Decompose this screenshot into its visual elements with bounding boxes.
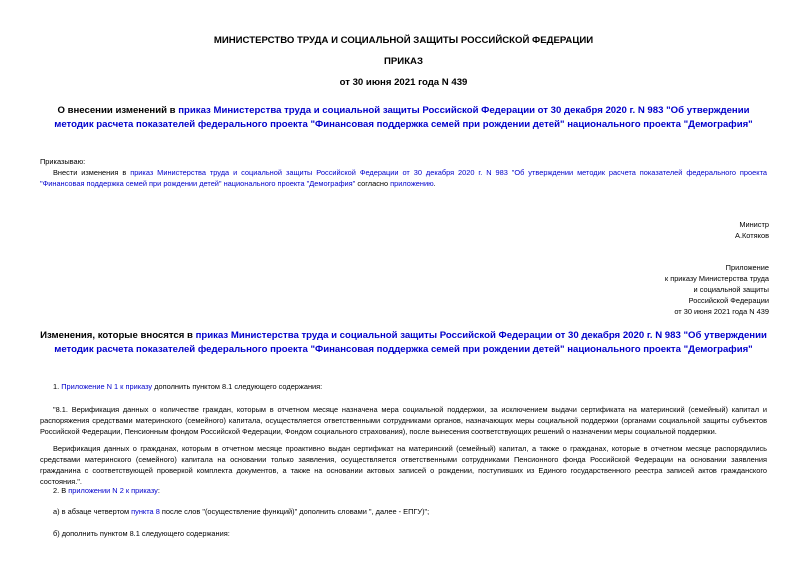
order-lead: Приказываю: xyxy=(40,157,86,166)
item-2-link[interactable]: приложении N 2 к приказу xyxy=(68,486,158,495)
appendix-ref-line: и социальной защиты xyxy=(693,285,769,294)
changes-title xyxy=(40,329,767,357)
appendix-ref-line: от 30 июня 2021 года N 439 xyxy=(674,307,769,316)
item-2 xyxy=(53,485,160,496)
item-2a-prefix: а) в абзаце четвертом xyxy=(53,507,132,516)
order-body-prefix: Внести изменения в xyxy=(53,168,131,177)
item-2a-rest: после слов "(осуществление функций)" дополнить словами ", далее - ЕПГУ)"; xyxy=(159,507,430,516)
item-1 xyxy=(53,381,322,392)
changes-title-link[interactable]: приказ Министерства труда и социальной защиты Российской Федерации от 30 декабря 2020 г. N 983 "Об утверждении методик расчета показателей федерального проекта "Финансовая поддержка семей при рождении детей" национального проекта "Демография" xyxy=(54,330,767,355)
item-2a xyxy=(53,506,429,517)
ministry-name: МИНИСТЕРСТВО ТРУДА И СОЦИАЛЬНОЙ ЗАЩИТЫ РОССИЙСКОЙ ФЕДЕРАЦИИ xyxy=(213,35,594,46)
signature-name: А.Котяков xyxy=(735,231,769,240)
quote-paragraph-1: "8.1. Верификация данных о количестве граждан, которым в отчетном месяце назначена мера социальной поддержки, за исключением выдачи сертификата на материнский (семейный) капитал и распоряжения средствами материнского (семейного) капитала, осуществляется ответственными сотрудниками органов, назначающих меры социальной поддержки (органами социальной защиты субъектов Российской Федерации, Пенсионным фондом Российской Федерации, Фондом социального страхования), после вынесения соответствующих решений о назначении меры социальной поддержки. xyxy=(40,405,767,436)
item-2-num: 2. В xyxy=(53,486,69,495)
appendix-link[interactable]: приложению xyxy=(390,179,434,188)
doc-date-number: от 30 июня 2021 года N 439 xyxy=(339,77,468,88)
item-2b: б) дополнить пунктом 8.1 следующего содержания: xyxy=(53,529,230,538)
appendix-ref-line: к приказу Министерства труда xyxy=(664,274,769,283)
appendix-ref-line: Приложение xyxy=(725,263,769,272)
signature-position: Министр xyxy=(739,220,769,229)
title-link[interactable]: приказ Министерства труда и социальной защиты Российской Федерации от 30 декабря 2020 г. N 983 "Об утверждении методик расчета показателей федерального проекта "Финансовая поддержка семей при рождении детей" национального проекта "Демография" xyxy=(54,105,753,130)
item-2a-link[interactable]: пункта 8 xyxy=(131,507,160,516)
item-1-rest: дополнить пунктом 8.1 следующего содержания: xyxy=(152,382,323,391)
document-title xyxy=(40,104,767,132)
appendix-ref-line: Российской Федерации xyxy=(688,296,769,305)
order-body-link[interactable]: приказ Министерства труда и социальной защиты Российской Федерации от 30 декабря 2020 г. N 983 "Об утверждении методик расчета показателей федерального проекта "Финансовая поддержка семей при рождении детей" национального проекта "Демография" xyxy=(40,168,767,188)
item-1-link[interactable]: Приложение N 1 к приказу xyxy=(61,382,153,391)
item-1-num: 1. xyxy=(53,382,62,391)
title-prefix: О внесении изменений в xyxy=(57,105,179,116)
changes-title-prefix: Изменения, которые вносятся в xyxy=(40,330,196,341)
doc-type: ПРИКАЗ xyxy=(384,56,423,67)
quote-paragraph-2: Верификация данных о гражданах, которым в отчетном месяце проактивно выдан сертификат на материнский (семейный) капитал, а также о гражданах, которые в отчетном месяце распорядились средствами материнского (семейного) капитала на основании только заявления, осуществляется ответственными сотрудниками Пенсионного фонда Российской Федерации на основании заявления гражданина с соответствующей проверкой комплекта документов, а также на основании актовых записей о рождении, поступивших из Единого государственного реестра записей актов гражданского состояния.". xyxy=(40,444,767,486)
order-body xyxy=(40,167,767,189)
order-body-end: . xyxy=(433,179,436,188)
item-2-rest: : xyxy=(157,486,160,495)
order-body-mid: согласно xyxy=(355,179,391,188)
